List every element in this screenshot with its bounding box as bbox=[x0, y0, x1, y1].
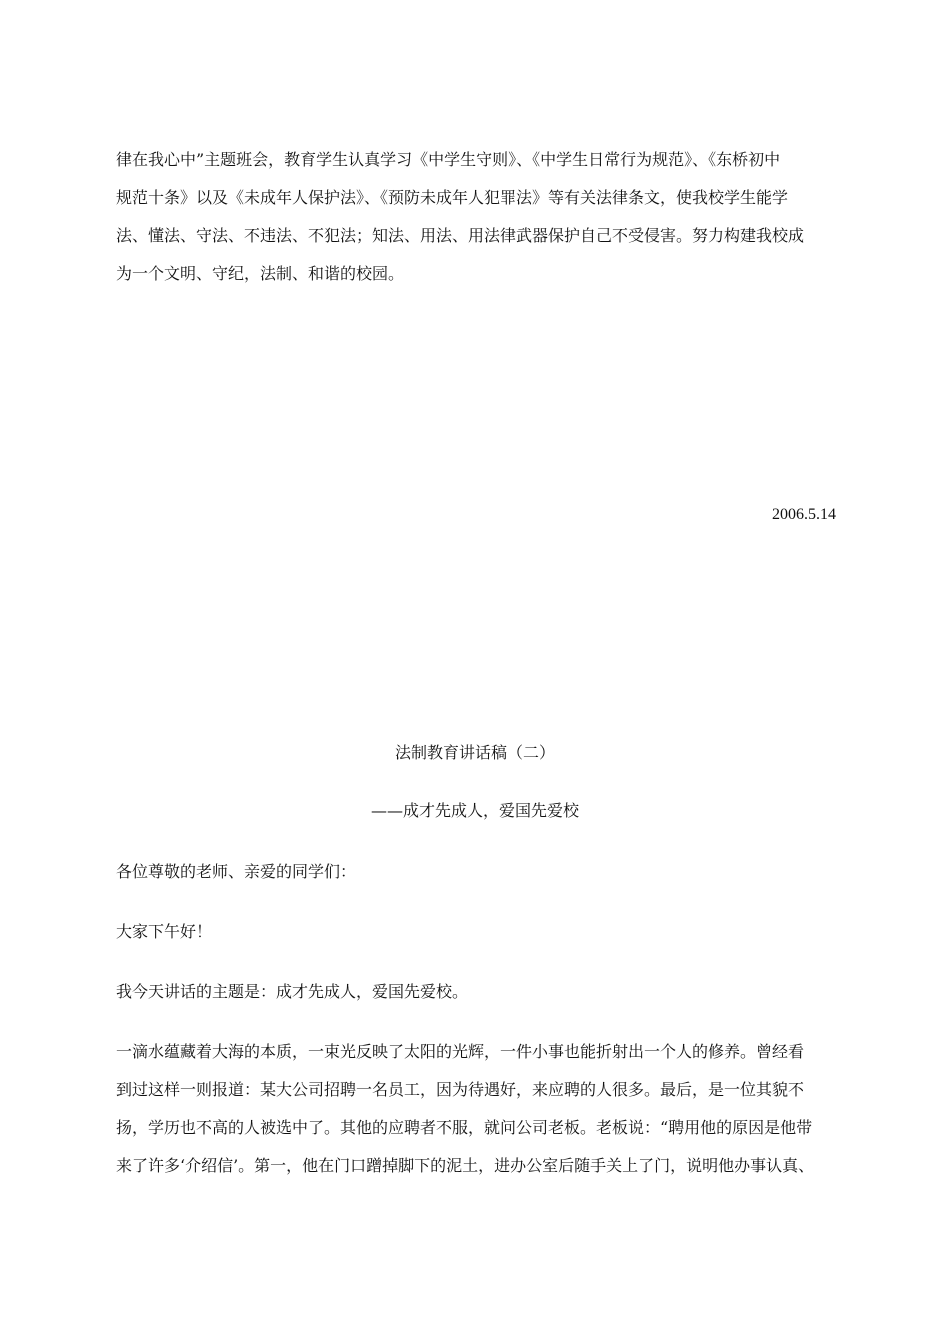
body-paragraph-line-1: 一滴水蕴藏着大海的本质，一束光反映了太阳的光辉，一件小事也能折射出一个人的修养。曾经看 bbox=[116, 1042, 805, 1061]
speech-title: 法制教育讲话稿（二） bbox=[394, 743, 555, 762]
intro-paragraph-line-3: 法、懂法、守法、不违法、不犯法；知法、用法、用法律武器保护自己不受侵害。努力构建我校成 bbox=[116, 226, 805, 245]
intro-paragraph-line-2: 规范十条》以及《未成年人保护法》、《预防未成年人犯罪法》等有关法律条文，使我校学生能学 bbox=[116, 188, 789, 207]
intro-paragraph-line-4: 为一个文明、守纪，法制、和谐的校园。 bbox=[116, 264, 405, 283]
document-date: 2006.5.14 bbox=[772, 506, 836, 523]
salutation: 各位尊敬的老师、亲爱的同学们： bbox=[116, 862, 357, 881]
topic-sentence: 我今天讲话的主题是：成才先成人，爱国先爱校。 bbox=[116, 982, 469, 1001]
body-paragraph-line-2: 到过这样一则报道：某大公司招聘一名员工，因为待遇好，来应聘的人很多。最后，是一位其貌不 bbox=[116, 1080, 805, 1099]
body-paragraph-line-4: 来了许多‘介绍信’。第一，他在门口蹭掉脚下的泥土，进办公室后随手关上了门，说明他办事认真、 bbox=[116, 1156, 815, 1175]
body-paragraph-line-3: 扬，学历也不高的人被选中了。其他的应聘者不服，就问公司老板。老板说：“聘用他的原因是他带 bbox=[116, 1118, 813, 1137]
greeting: 大家下午好！ bbox=[116, 922, 213, 941]
speech-subtitle: ——成才先成人，爱国先爱校 bbox=[370, 801, 579, 820]
intro-paragraph-line-1: 律在我心中”主题班会，教育学生认真学习《中学生守则》、《中学生日常行为规范》、《东桥初中 bbox=[116, 150, 781, 169]
